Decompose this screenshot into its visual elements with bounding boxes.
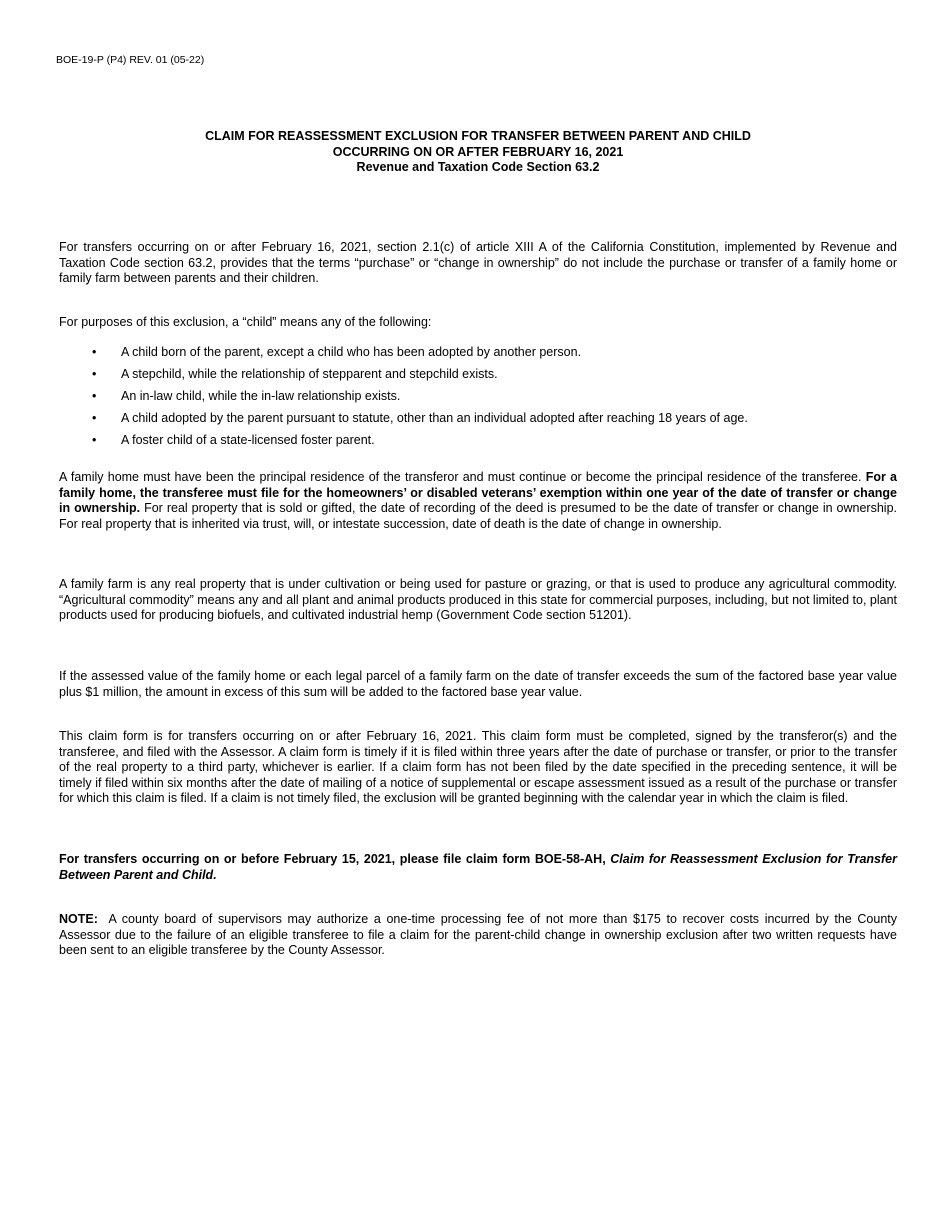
- form-id: BOE-19-P (P4) REV. 01 (05-22): [56, 54, 205, 66]
- note-paragraph: NOTE: A county board of supervisors may authorize a one-time processing fee of not more than $175 to recover costs incurred by the County Assessor due to the failure of an eligible transferee to file a claim for the parent-child change in ownership exclusion after two written requests have been sent to an eligible transferee by the County Assessor.: [59, 912, 901, 958]
- list-item: • A stepchild, while the relationship of stepparent and stepchild exists.: [92, 367, 498, 381]
- note-label: NOTE:: [59, 912, 98, 926]
- list-item: • An in-law child, while the in-law relationship exists.: [92, 389, 401, 403]
- family-farm-paragraph: A family farm is any real property that is under cultivation or being used for pasture or grazing, or that is used to produce any agricultural commodity. “Agricultural commodity” means any and all plant and animal products produced in this state for commercial purposes, including, but not limited to, plant products used for producing biofuels, and cultivated industrial hemp (Government Code section 51201).: [59, 577, 897, 623]
- header-title-line-2: OCCURRING ON OR AFTER FEBRUARY 16, 2021: [332, 144, 624, 159]
- family-home-filing-requirement: For a family home, the transferee must file for the homeowners’ or disabled veterans’ exemption within one year of the date of transfer or change in ownership.: [59, 470, 898, 516]
- document-header: [59, 129, 897, 176]
- bullet-icon: •: [92, 367, 97, 381]
- child-definition-lead: For purposes of this exclusion, a “child” means any of the following:: [59, 315, 432, 329]
- bullet-icon: •: [92, 433, 97, 447]
- assessed-value-paragraph: If the assessed value of the family home or each legal parcel of a family farm on the date of transfer exceeds the sum of the factored base year value plus $1 million, the amount in excess of this sum will be added to the factored base year value.: [59, 669, 897, 699]
- list-item: • A child born of the parent, except a child who has been adopted by another person.: [92, 345, 582, 359]
- bullet-icon: •: [92, 411, 97, 425]
- header-subtitle: Revenue and Taxation Code Section 63.2: [356, 160, 600, 175]
- earlier-transfers-paragraph: For transfers occurring on or before February 15, 2021, please file claim form BOE-58-AH, Claim for Reassessment Exclusion for Transfer Between Parent and Child.: [59, 852, 897, 882]
- form-title-reference: Claim for Reassessment Exclusion for Transfer Between Parent and Child.: [59, 852, 897, 882]
- bullet-icon: •: [92, 345, 97, 359]
- intro-paragraph: For transfers occurring on or after February 16, 2021, section 2.1(c) of article XIII A of the California Constitution, implemented by Revenue and Taxation Code section 63.2, provides that the terms “purchase” or “change in ownership” do not include the purchase or transfer of a family home or family farm between parents and their children.: [59, 240, 897, 286]
- child-definition-list: [59, 345, 897, 455]
- bullet-icon: •: [92, 389, 97, 403]
- claim-form-paragraph: This claim form is for transfers occurring on or after February 16, 2021. This claim form must be completed, signed by the transferor(s) and the transferee, and filed with the Assessor. A claim form is timely if it is filed within three years after the date of purchase or transfer, or prior to the transfer of the real property to a third party, whichever is earlier. If a claim form has not been filed by the date specified in the preceding sentence, it will be timely if filed within six months after the date of mailing of a notice of supplemental or escape assessment issued as a result of the purchase or transfer for which this claim is filed. If a claim is not timely filed, the exclusion will be granted beginning with the calendar year in which the claim is filed.: [59, 729, 897, 806]
- list-item: • A child adopted by the parent pursuant to statute, other than an individual adopted after reaching 18 years of age.: [92, 411, 748, 425]
- family-home-paragraph: A family home must have been the principal residence of the transferor and must continue or become the principal residence of the transferee. For a family home, the transferee must file for the homeowners’ or disabled veterans’ exemption within one year of the date of transfer or change in ownership. For real property that is sold or gifted, the date of recording of the deed is presumed to be the date of transfer or change in ownership. For real property that is inherited via trust, will, or intestate succession, date of death is the date of change in ownership.: [59, 470, 898, 531]
- header-title-line-1: CLAIM FOR REASSESSMENT EXCLUSION FOR TRANSFER BETWEEN PARENT AND CHILD: [205, 129, 751, 143]
- list-item: • A foster child of a state-licensed foster parent.: [92, 433, 375, 447]
